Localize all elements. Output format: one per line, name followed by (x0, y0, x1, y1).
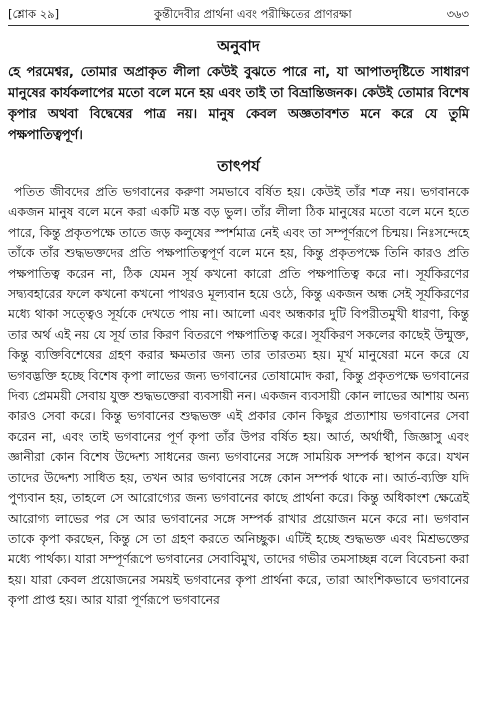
chapter-title: কুন্তীদেবীর প্রার্থনা এবং পরীক্ষিতের প্রাণরক্ষা (154, 7, 352, 21)
purport-text: পতিত জীবদের প্রতি ভগবানের করুণা সমভাবে বর্ষিত হয়। কেউই তাঁর শত্রু নয়। ভগবানকে একজন মানুষ বলে মনে করা একটি মস্ত বড় ভুল। তাঁর লীলা ঠিক মানুষের মতো বলে মনে হতে পারে, কিন্তু প্রকৃতপক্ষে তাতে জড় কলুষের স্পর্শমাত্র নেই এবং তা সম্পূর্ণরূপে চিন্ময়। নিঃসন্দেহে তাঁকে তাঁর শুদ্ধভক্তদের প্রতি পক্ষপাতিত্বপূর্ণ বলে মনে হয়, কিন্তু প্রকৃতপক্ষে তিনি কারও প্রতি পক্ষপাতিত্ব করেন না, ঠিক যেমন সূর্য কখনো কারো প্রতি পক্ষপাতিত্ব করে না। সূর্যকিরণের সদ্ব্যবহারের ফলে কখনো কখনো পাথরও মূল্যবান হয়ে ওঠে, কিন্তু একজন অন্ধ সেই সূর্যকিরণের মধ্যে থাকা সত্ত্বেও সূর্যকে দেখতে পায় না। আলো এবং অন্ধকার দুটি বিপরীতমুখী ধারণা, কিন্তু তার অর্থ এই নয় যে সূর্য তার কিরণ বিতরণে পক্ষপাতিত্ব করে। সূর্যকিরণ সকলের কাছেই উন্মুক্ত, কিন্তু ব্যক্তিবিশেষের গ্রহণ করার ক্ষমতার জন্য তার তারতম্য হয়। মূর্খ মানুষেরা মনে করে যে ভগবদ্ভক্তি হচ্ছে বিশেষ কৃপা লাভের জন্য ভগবানের তোষামোদ করা, কিন্তু প্রকৃতপক্ষে ভগবানের দিব্য প্রেমময়ী সেবায় যুক্ত শুদ্ধভক্তেরা ব্যবসায়ী নন। একজন ব্যবসায়ী কোন লাভের আশায় অন্য কারও সেবা করে। কিন্তু ভগবানের শুদ্ধভক্ত এই প্রকার কোন কিছুর প্রত্যাশায় ভগবানের সেবা করেন না, এবং তাই ভগবানের পূর্ণ কৃপা তাঁর উপর বর্ষিত হয়। আর্ত, অর্থার্থী, জিজ্ঞাসু এবং জ্ঞানীরা কোন বিশেষ উদ্দেশ্য সাধনের জন্য ভগবানের সঙ্গে সাময়িক সম্পর্ক স্থাপন করে। যখন তাদের উদ্দেশ্য সাধিত হয়, তখন আর ভগবানের সঙ্গে কোন সম্পর্ক থাকে না। আর্ত-ব্যক্তি যদি পুণ্যবান হয়, তাহলে সে আরোগ্যের জন্য ভগবানের কাছে প্রার্থনা করে। কিন্তু অধিকাংশ ক্ষেত্রেই আরোগ্য লাভের পর সে আর ভগবানের সঙ্গে সম্পর্ক রাখার প্রয়োজন মনে করে না। ভগবান তাকে কৃপা করছেন, কিন্তু সে তা গ্রহণ করতে অনিচ্ছুক। এটিই হচ্ছে শুদ্ধভক্ত এবং মিশ্রভক্তের মধ্যে পার্থক্য। যারা সম্পূর্ণরূপে ভগবানের সেবাবিমুখ, তাদের গভীর তমসাচ্ছন্ন বলে বিবেচনা করা হয়। যারা কেবল প্রয়োজনের সময়ই ভগবানের কৃপা প্রার্থনা করে, তারা আংশিকভাবে ভগবানের কৃপা প্রাপ্ত হয়। আর যারা পূর্ণরূপে ভগবানের (8, 185, 469, 608)
translation-heading: অনুবাদ (217, 37, 260, 55)
running-header (8, 6, 469, 26)
verse-reference: [শ্লোক ২৯] (8, 7, 60, 21)
page-number: ৩৬৩ (446, 7, 469, 21)
purport-heading: তাৎপর্য (217, 157, 260, 175)
translation-text: হে পরমেশ্বর, তোমার অপ্রাকৃত লীলা কেউই বুঝতে পারে না, যা আপাতদৃষ্টিতে সাধারণ মানুষের কার্যকলাপের মতো বলে মনে হয় এবং তাই তা বিভ্রান্তিজনক। কেউই তোমার বিশেষ কৃপার অথবা বিদ্বেষের পাত্র নয়। মানুষ কেবল অজ্ঞতাবশত মনে করে যে তুমি পক্ষপাতিত্বপূর্ণ। (8, 65, 469, 143)
